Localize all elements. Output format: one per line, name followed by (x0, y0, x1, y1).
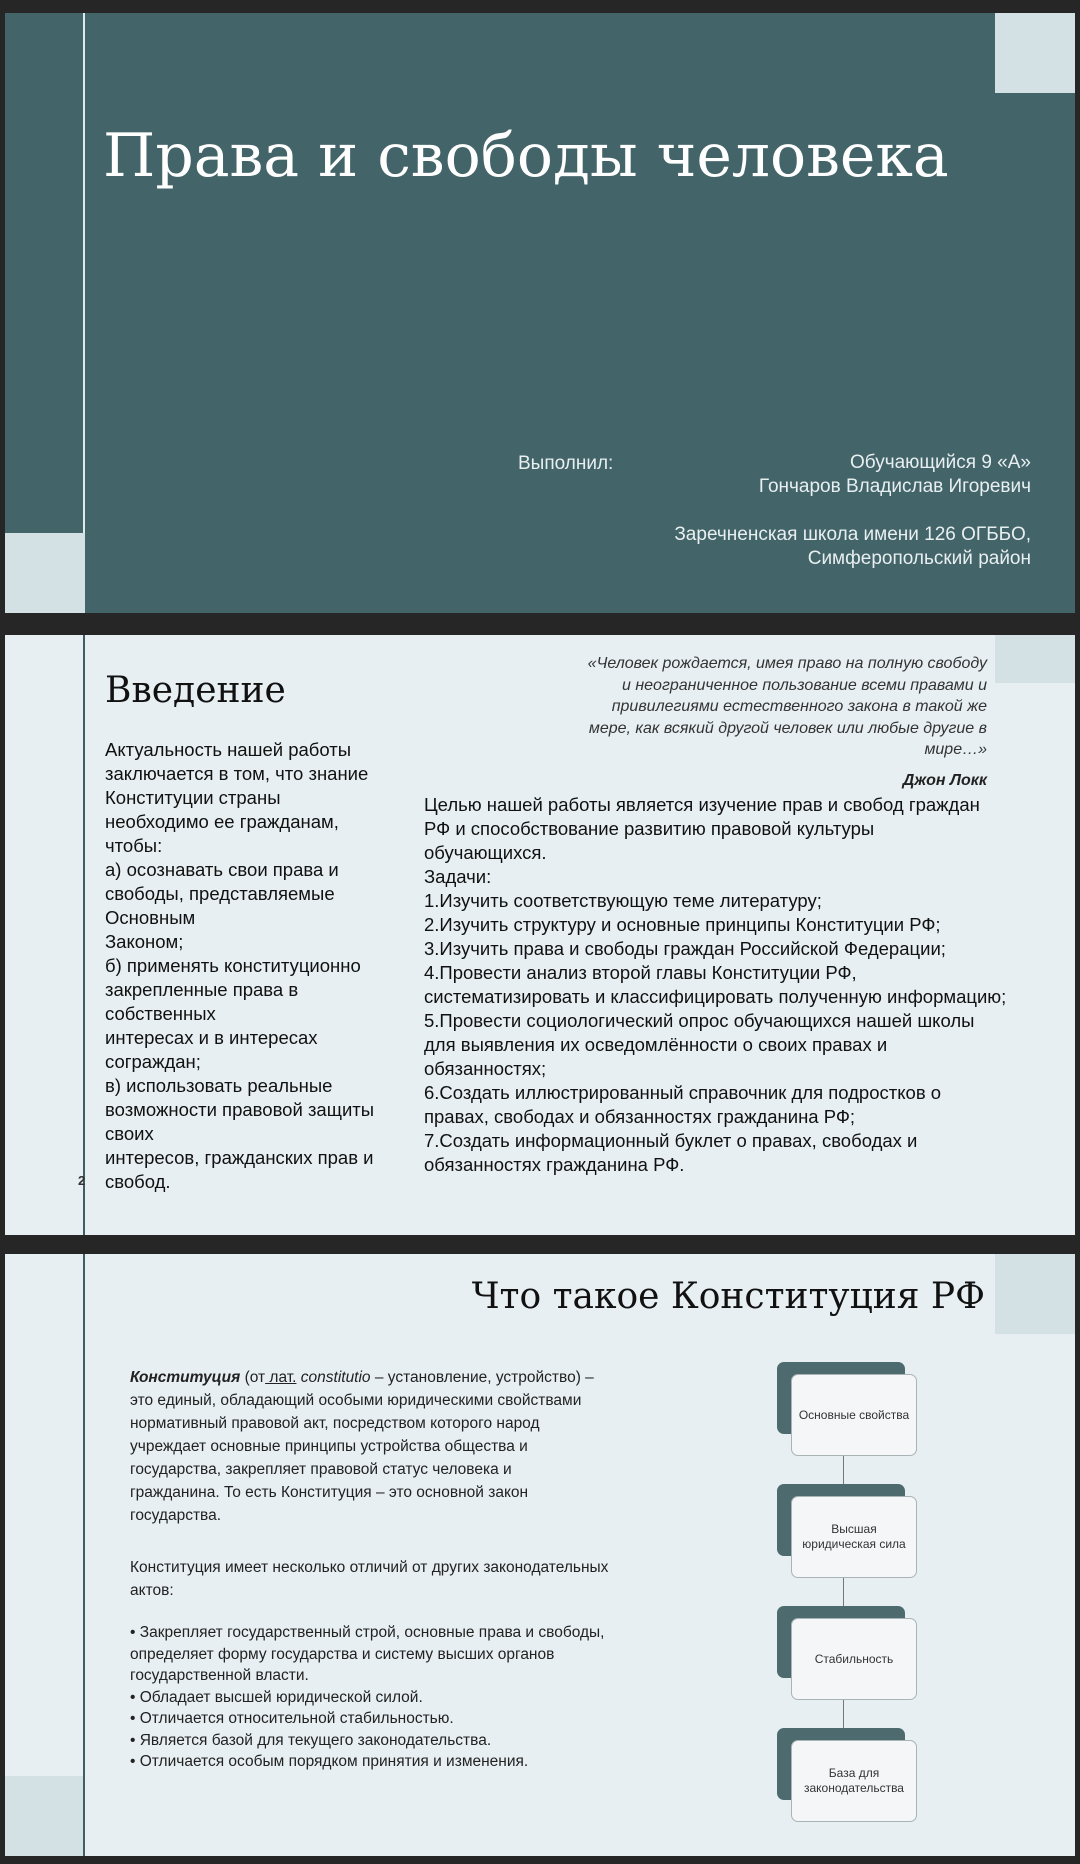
text-line: обязанностях; (424, 1058, 547, 1079)
page-number: 2 (78, 1173, 86, 1188)
list-item: • Отличается относительной стабильностью. (130, 1710, 454, 1727)
text-line: 5.Провести социологический опрос обучающихся нашей школы (424, 1010, 975, 1031)
slide-title: Что такое Конституция РФ (471, 1276, 985, 1317)
latin-word: constitutio (300, 1369, 371, 1386)
text-line: свободы, представляемые (105, 883, 335, 904)
definition-text: (от (240, 1369, 266, 1386)
corner-decoration-top-right (995, 1254, 1075, 1334)
text-line: учреждает основные принципы устройства общества и (130, 1438, 528, 1455)
text-line: 2.Изучить структуру и основные принципы Конституции РФ; (424, 914, 941, 935)
quote-line: мире…» (924, 741, 987, 759)
relevance-text (105, 738, 417, 1194)
diagram-box-supreme-legal-force (777, 1484, 917, 1566)
list-item: • Обладает высшей юридической силой. (130, 1688, 423, 1706)
constitution-definition (130, 1366, 695, 1527)
text-line: 3.Изучить права и свободы граждан Российской Федерации; (424, 938, 946, 959)
differences-list (130, 1622, 604, 1773)
text-line: Законом; (105, 931, 184, 952)
text-line: 1.Изучить соответствующую теме литературу; (424, 890, 822, 911)
text-line: РФ и способствование развитию правовой культуры (424, 818, 875, 839)
corner-decoration-top-right (995, 635, 1075, 683)
list-item: определяет форму государства и систему высших органов (130, 1645, 555, 1663)
text-line: актов: (130, 1582, 174, 1599)
list-item: государственной власти. (130, 1667, 309, 1684)
text-line: 7.Создать информационный буклет о правах, свободах и (424, 1130, 918, 1151)
corner-decoration-bottom-left (5, 533, 85, 613)
text-line: правах, свободах и обязанностях гражданина РФ; (424, 1106, 856, 1127)
text-line: собственных (105, 1003, 216, 1024)
text-line: гражданина. То есть Конституция – это основной закон (130, 1484, 529, 1501)
corner-decoration-bottom-left (5, 1776, 83, 1856)
box-label: Основные свойства (791, 1374, 917, 1456)
text-line: свобод. (105, 1171, 171, 1192)
text-line: государства. (130, 1507, 222, 1524)
text-line: чтобы: (105, 835, 163, 856)
quote-author: Джон Локк (902, 772, 987, 789)
author-name: Гончаров Владислав Игоревич (758, 476, 1031, 497)
text-line: своих (105, 1123, 154, 1144)
text-line: 4.Провести анализ второй главы Конституции РФ, (424, 962, 857, 983)
quote-line: и неограниченное пользование всеми правами и (622, 676, 987, 694)
text-line: обучающихся. (424, 842, 547, 863)
text-line: Целью нашей работы является изучение прав и свобод граждан (424, 794, 980, 815)
text-line: обязанностях гражданина РФ. (424, 1154, 685, 1175)
box-label: Высшая юридическая сила (791, 1496, 917, 1578)
definition-first-line (130, 1366, 695, 1389)
done-by-label: Выполнил: (518, 453, 614, 474)
text-line: систематизировать и классифицировать полученную информацию; (424, 986, 1007, 1007)
text-line: закрепленные права в (105, 979, 299, 1000)
defined-term: Конституция (130, 1369, 241, 1386)
text-line: Основным (105, 907, 196, 928)
text-line: интересах и в интересах (105, 1027, 318, 1048)
text-line: нормативный правовой акт, посредством которого народ (130, 1415, 540, 1432)
school-name: Заречненская школа имени 126 ОГББО, (674, 524, 1031, 545)
corner-decoration-top-right (995, 13, 1075, 93)
text-line: а) осознавать свои права и (105, 859, 339, 880)
epigraph-quote (588, 653, 987, 761)
list-item: • Является базой для текущего законодательства. (130, 1731, 492, 1749)
definition-text: – установление, устройство) – (370, 1369, 594, 1386)
constitution-slide (5, 1254, 1075, 1856)
box-label: База для законодательства (791, 1740, 917, 1822)
slide-divider-line (83, 13, 85, 613)
text-line: для выявления их осведомлённости о своих правах и (424, 1034, 888, 1055)
diagram-box-legislation-basis (777, 1728, 917, 1810)
slide-title: Введение (105, 670, 286, 711)
presentation-title: Права и свободы человека (103, 121, 949, 191)
quote-line: мере, как всякий другой человек или любые другие в (588, 719, 987, 737)
text-line: Конституции страны (105, 787, 281, 808)
latin-link[interactable]: лат. (265, 1369, 297, 1386)
text-line: Конституция имеет несколько отличий от других законодательных (130, 1559, 609, 1576)
title-slide (5, 13, 1075, 613)
quote-line: «Человек рождается, имея право на полную свободу (587, 655, 987, 672)
differences-intro (130, 1556, 608, 1602)
text-line: необходимо ее гражданам, (105, 811, 339, 832)
list-item: • Закрепляет государственный строй, основные права и свободы, (130, 1624, 605, 1641)
introduction-slide (5, 635, 1075, 1235)
text-line: интересов, гражданских прав и (105, 1147, 374, 1168)
diagram-box-stability (777, 1606, 917, 1688)
district-name: Симферопольский район (807, 548, 1031, 569)
text-line: б) применять конституционно (105, 955, 361, 976)
text-line: заключается в том, что знание (105, 763, 369, 784)
quote-line: привилегиями естественного закона в такой же (611, 698, 987, 716)
slide-divider-line (83, 1254, 85, 1856)
text-line: Задачи: (424, 866, 492, 887)
text-line: государства, закрепляет правовой статус человека и (130, 1461, 512, 1478)
slide-divider-line (83, 635, 85, 1235)
text-line: 6.Создать иллюстрированный справочник для подростков о (424, 1082, 942, 1103)
box-label: Стабильность (791, 1618, 917, 1700)
text-line: в) использовать реальные (105, 1075, 333, 1096)
diagram-box-basic-properties (777, 1362, 917, 1444)
goals-and-tasks-text (424, 793, 1064, 1177)
list-item: • Отличается особым порядком принятия и изменения. (130, 1753, 529, 1770)
text-line: это единый, обладающий особыми юридическими свойствами (130, 1392, 582, 1409)
text-line: Актуальность нашей работы (105, 739, 352, 760)
text-line: возможности правовой защиты (105, 1099, 375, 1120)
text-line: сограждан; (105, 1051, 201, 1072)
author-class: Обучающийся 9 «А» (849, 452, 1031, 473)
